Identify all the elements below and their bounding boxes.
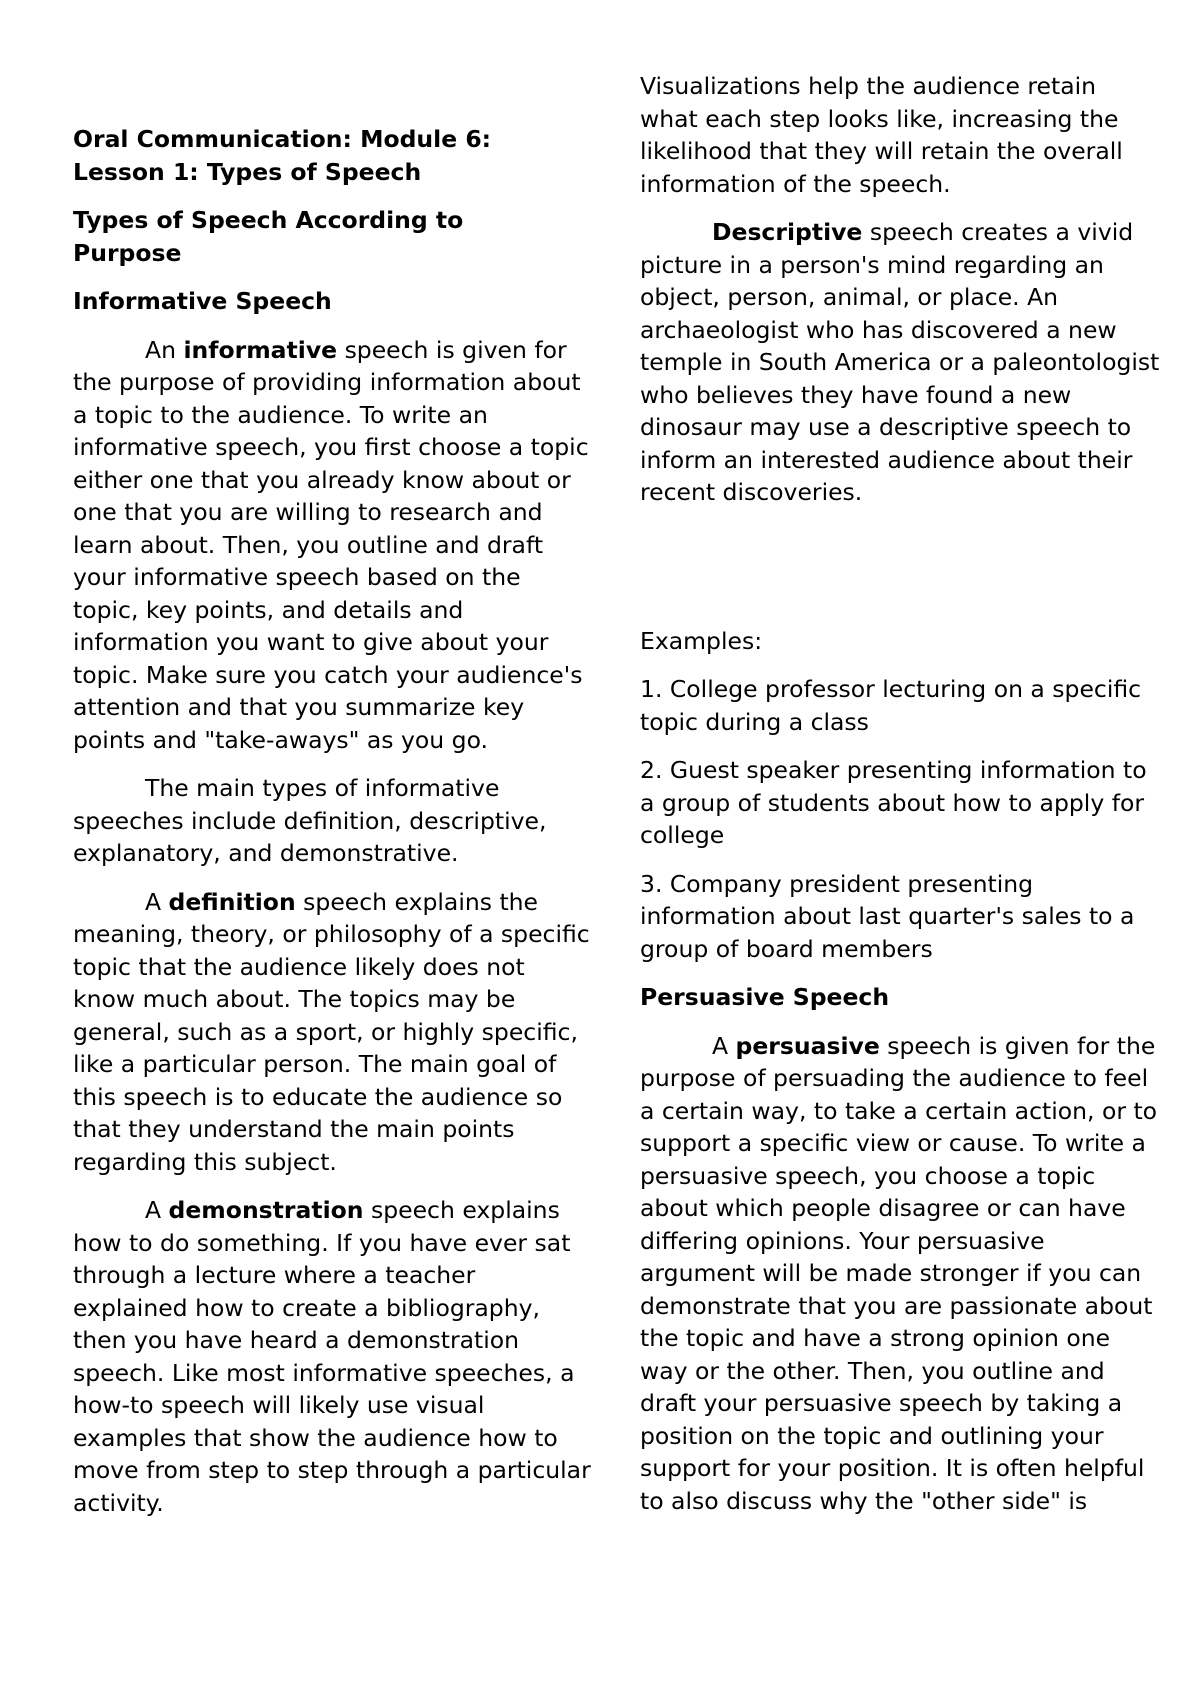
examples-label: Examples: bbox=[640, 626, 763, 655]
term-descriptive: Descriptive bbox=[712, 218, 863, 246]
informative-paragraph bbox=[73, 334, 593, 757]
paragraph-lead: An bbox=[145, 335, 184, 364]
term-definition: definition bbox=[168, 887, 296, 916]
paragraph-lead: A bbox=[145, 887, 169, 916]
demonstration-paragraph bbox=[73, 1194, 593, 1519]
informative-heading: Informative Speech bbox=[73, 287, 332, 315]
term-persuasive: persuasive bbox=[735, 1031, 880, 1060]
paragraph-body: speech explains how to do something. If you have ever sat through a lecture where a teacher explained how to create a bibliography, then you have heard a demonstration speech. Like most informative speeches, a how-to speech will likely use visual examples that show the audience how to move from step to step through a particular activity. bbox=[73, 1196, 591, 1517]
example-item: 2. Guest speaker presenting information to a group of students about how to apply for college bbox=[640, 756, 1147, 849]
paragraph-body: speech is given for the purpose of providing information about a topic to the audience. To write an informative speech, you first choose a topic either one that you already know about or one that you are willing to research and learn about. Then, you outline and draft your informative speech based on the topic, key points, and details and information you want to give about your topic. Make sure you catch your audience's attention and that you summarize key points and "take-aways" as you go. bbox=[73, 335, 589, 754]
persuasive-paragraph bbox=[640, 1030, 1160, 1518]
example-item: 1. College professor lecturing on a specific topic during a class bbox=[640, 675, 1142, 736]
right-column bbox=[640, 0, 1160, 1517]
persuasive-heading: Persuasive Speech bbox=[640, 983, 890, 1011]
title-line-1: Oral Communication: Module 6: bbox=[73, 125, 492, 153]
left-column bbox=[73, 0, 593, 1519]
paragraph-body: speech creates a vivid picture in a person's mind regarding an object, person, animal, or place. An archaeologist who has discovered a new temple in South America or a paleontologist who believes they have found a new dinosaur may use a descriptive speech to inform an interested audience about their recent discoveries. bbox=[640, 218, 1160, 506]
descriptive-paragraph bbox=[640, 216, 1160, 509]
example-item: 3. Company president presenting information about last quarter's sales to a group of board members bbox=[640, 869, 1135, 963]
title-line-2: Lesson 1: Types of Speech bbox=[73, 157, 422, 186]
definition-paragraph bbox=[73, 886, 593, 1179]
term-demonstration: demonstration bbox=[168, 1196, 364, 1224]
paragraph-lead: A bbox=[712, 1031, 736, 1060]
visualizations-paragraph: Visualizations help the audience retain what each step looks like, increasing the likelihood that they will retain the overall information of the speech. bbox=[640, 72, 1123, 198]
paragraph-body: speech is given for the purpose of persuading the audience to feel a certain way, to take a certain action, or to support a specific view or cause. To write a persuasive speech, you choose a topic about which people disagree or can have differing opinions. Your persuasive argument will be made stronger if you can demonstrate that you are passionate about the topic and have a strong opinion one way or the other. Then, you outline and draft your persuasive speech by taking a position on the topic and outlining your support for your position. It is often helpful to also discuss why the "other side" is bbox=[640, 1031, 1158, 1515]
term-informative: informative bbox=[183, 335, 338, 364]
informative-types-paragraph: The main types of informative speeches include definition, descriptive, explanatory, and demonstrative. bbox=[73, 774, 547, 867]
paragraph-lead: A bbox=[145, 1196, 169, 1224]
paragraph-body: speech explains the meaning, theory, or philosophy of a specific topic that the audience likely does not know much about. The topics may be general, such as a sport, or highly specific, like a particular person. The main goal of this speech is to educate the audience so that they understand the main points regarding this subject. bbox=[73, 887, 590, 1176]
section-heading: Types of Speech According to Purpose bbox=[73, 206, 464, 267]
document-title bbox=[73, 123, 593, 188]
